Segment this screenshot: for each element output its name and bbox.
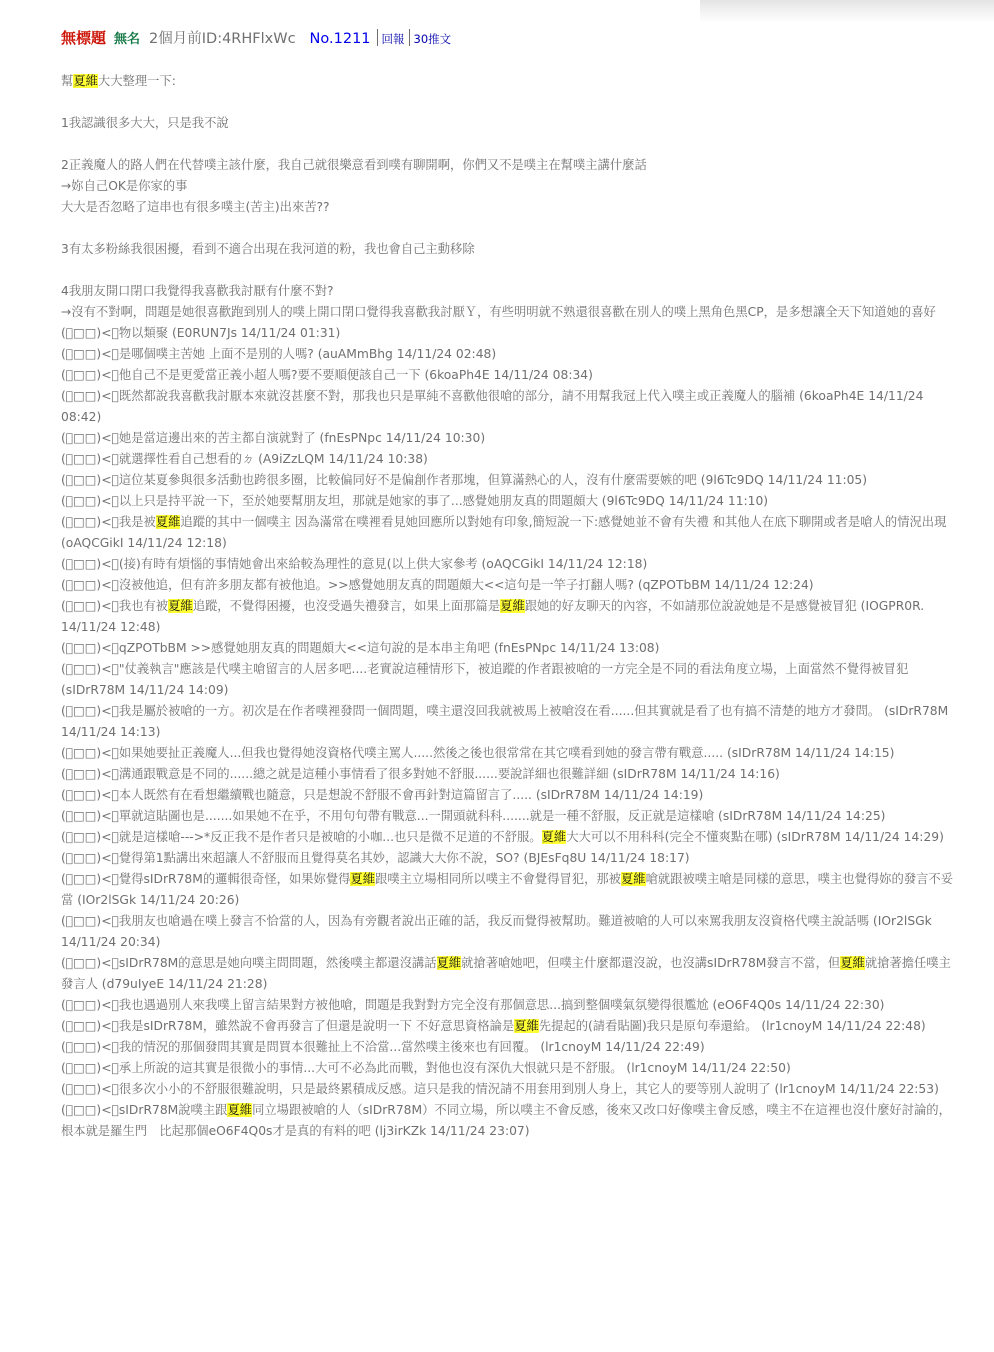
text-segment: (ﾟ□□)<：他自己不是更愛當正義小超人嗎?要不要順便該自己一下 (6koaPh4E 14/11/24 08:34) xyxy=(61,368,593,382)
text-segment: (ﾟ□□)<：她是當這邊出來的苦主都自演就對了 (fnEsPNpc 14/11/24 10:30) xyxy=(61,431,486,445)
text-segment: 幫 xyxy=(61,74,74,88)
blank-line xyxy=(61,92,961,113)
top-shadow-bar xyxy=(700,0,994,24)
text-segment: 追蹤，不覺得困擾，也沒受過失禮發言，如果上面那篇是 xyxy=(192,599,501,613)
text-segment: (ﾟ□□)<：覺得第1點講出來超讓人不舒服而且覺得莫名其妙，認識大大你不說，SO? (BJEsFq8U 14/11/24 18:17) xyxy=(61,851,690,865)
reply-line xyxy=(61,1079,961,1100)
text-segment: (ﾟ□□)<：我的情況的那個發問其實是問買本很難扯上不洽當...當然噗主後來也有回覆。 (lr1cnoyM 14/11/24 22:49) xyxy=(61,1040,705,1054)
text-segment: (ﾟ□□)<：溝通跟戰意是不同的......總之就是這種小事情看了很多對她不舒服......要說詳細也很難詳細 (sIDrR78M 14/11/24 14:16) xyxy=(61,767,780,781)
reply-line xyxy=(61,428,961,449)
text-segment: 大大是否忽略了這串也有很多噗主(苦主)出來苦?? xyxy=(61,200,330,214)
reply-line xyxy=(61,701,961,743)
blank-line xyxy=(61,260,961,281)
text-segment: 就搶著嗆她吧，但噗主什麼都還沒說，也沒講sIDrR78M發言不當，但 xyxy=(461,956,841,970)
text-segment: (ﾟ□□)<：這位某夏參與很多活動也跨很多圈，比較偏同好不是偏創作者那塊，但算滿熱心的人，沒有什麼需要嫉的吧 (9l6Tc9DQ 14/11/24 11:05) xyxy=(61,473,868,487)
reply-line xyxy=(61,554,961,575)
reply-line xyxy=(61,596,961,638)
text-segment: 嗆就跟被噗主嗆是同樣的意思，噗主也覺得妳的發言不妥當 (IOr2lSGk 14/11/24 20:26) xyxy=(61,872,954,907)
reply-line xyxy=(61,638,961,659)
reply-line xyxy=(61,659,961,701)
reply-line xyxy=(61,365,961,386)
highlighted-keyword: 夏維 xyxy=(155,515,181,529)
divider xyxy=(377,29,378,46)
highlighted-keyword: 夏維 xyxy=(840,956,865,970)
highlighted-keyword: 夏維 xyxy=(73,74,98,88)
text-segment: (ﾟ□□)<：(接)有時有煩惱的事情她會出來給較為理性的意見(以上供大家參考 (oAQCGikI 14/11/24 12:18) xyxy=(61,557,648,571)
highlighted-keyword: 夏維 xyxy=(227,1103,253,1117)
text-segment: (ﾟ□□)<：我也遇過別人來我噗上留言結果對方被他嗆，問題是我對對方完全沒有那個意思...搞到整個噗氣氛變得很尷尬 (eO6F4Q0s 14/11/24 22:30) xyxy=(61,998,885,1012)
text-segment: (ﾟ□□)<：sIDrR78M說噗主跟 xyxy=(61,1103,228,1117)
reply-line xyxy=(61,1100,961,1142)
post-body xyxy=(61,71,961,1142)
reply-line xyxy=(61,512,961,554)
text-segment: (ﾟ□□)<：我朋友也嗆過在噗上發言不恰當的人，因為有旁觀者說出正確的話，我反而覺得被幫助。難道被嗆的人可以來罵我朋友沒資格代噗主說話嗎 (IOr2lSGk 14/11/24 20:34) xyxy=(61,914,932,949)
post-line xyxy=(61,302,961,323)
text-segment: (ﾟ□□)<：sIDrR78M的意思是她向噗主問問題，然後噗主都還沒講話 xyxy=(61,956,437,970)
text-segment: 先提起的(請看貼圖)我只是原句奉還給。 (lr1cnoyM 14/11/24 22:48) xyxy=(538,1019,926,1033)
text-segment: (ﾟ□□)<：承上所說的這其實是很微小的事情...大可不必為此而戰，對他也沒有深仇大恨就只是不舒服。 (lr1cnoyM 14/11/24 22:50) xyxy=(61,1061,791,1075)
post-line xyxy=(61,281,961,302)
text-segment: (ﾟ□□)<：覺得sIDrR78M的邏輯很奇怪，如果妳覺得 xyxy=(61,872,351,886)
text-segment: (ﾟ□□)<：既然都說我喜歡我討厭本來就沒甚麼不對，那我也只是單純不喜歡他很嗆的部分，請不用幫我冠上代入噗主或正義魔人的腦補 (6koaPh4E 14/11/24 08:42) xyxy=(61,389,924,424)
text-segment: 就搶著擔任噗主發言人 (d79uIyeE 14/11/24 21:28) xyxy=(61,956,951,991)
text-segment: (ﾟ□□)<：我也有被 xyxy=(61,599,169,613)
post-title: 無標題 xyxy=(61,29,107,47)
reply-line xyxy=(61,344,961,365)
reply-line xyxy=(61,827,961,848)
text-segment: (ﾟ□□)<：單就這貼圖也是.......如果她不在乎，不用句句帶有戰意...一開頭就科科.......就是一種不舒服，反正就是這樣嗆 (sIDrR78M 14/11/24 14:25) xyxy=(61,809,886,823)
poster-name: 無名 xyxy=(114,32,141,47)
text-segment: (ﾟ□□)<：沒被他追，但有許多朋友都有被他追。>>感覺她朋友真的問題頗大<<這句是一竿子打翻人嗎? (qZPOTbBM 14/11/24 12:24) xyxy=(61,578,814,592)
text-segment: →沒有不對啊，問題是她很喜歡跑到別人的噗上開口閉口覺得我喜歡我討厭Ｙ，有些明明就不熟還很喜歡在別人的噗上黑角色黑CP，是多想讓全天下知道她的喜好 xyxy=(61,305,936,319)
post-line xyxy=(61,176,961,197)
reply-line xyxy=(61,1016,961,1037)
highlighted-keyword: 夏維 xyxy=(620,872,646,886)
text-segment: 3有太多粉絲我很困擾，看到不適合出現在我河道的粉，我也會自己主動移除 xyxy=(61,242,475,256)
text-segment: (ﾟ□□)<：我是sIDrR78M，雖然說不會再發言了但還是說明一下 不好意思資格論是 xyxy=(61,1019,515,1033)
post-meta: 2個月前ID:4RHFlxWc xyxy=(149,31,296,47)
text-segment: (ﾟ□□)<：以上只是持平說一下，至於她要幫朋友坦，那就是她家的事了...感覺她朋友真的問題頗大 (9l6Tc9DQ 14/11/24 11:10) xyxy=(61,494,769,508)
text-segment: 追蹤的其中一個噗主 因為滿常在噗裡看見她回應所以對她有印象,簡短說一下:感覺她並不會有失禮 和其他人在底下聊開或者是嗆人的情況出現 (oAQCGikI 14/11/24 12:18) xyxy=(61,515,947,550)
divider xyxy=(409,29,410,46)
blank-line xyxy=(61,134,961,155)
text-segment: (ﾟ□□)<：很多次小小的不舒服很難說明，只是最終累積成反感。這只是我的情況請不用套用到別人身上，其它人的要等別人說明了 (lr1cnoyM 14/11/24 22:53) xyxy=(61,1082,939,1096)
text-segment: (ﾟ□□)<：我是被 xyxy=(61,515,156,529)
reply-line xyxy=(61,995,961,1016)
highlighted-keyword: 夏維 xyxy=(168,599,193,613)
reply-line xyxy=(61,1037,961,1058)
text-segment: 同立場跟被嗆的人（sIDrR78M）不同立場，所以噗主不會反感，後來又改口好像噗主會反感，噗主不在這裡也沒什麼好討論的，根本就是羅生門 比起那個eO6F4Q0s才是真的有料的吧 (lj3irKZk 14/11/24 23:07) xyxy=(61,1103,951,1138)
text-segment: 跟噗主立場相同所以噗主不會覺得冒犯，那被 xyxy=(375,872,621,886)
text-segment: (ﾟ□□)<：物以類聚 (E0RUN7Js 14/11/24 01:31) xyxy=(61,326,341,340)
post xyxy=(61,26,961,1142)
text-segment: (ﾟ□□)<：如果她要扯正義魔人...但我也覺得她沒資格代噗主罵人.....然後之後也很常常在其它噗看到她的發言帶有戰意..... (sIDrR78M 14/11/24 14:15) xyxy=(61,746,895,760)
text-segment: 大大可以不用科科(完全不懂爽點在哪) (sIDrR78M 14/11/24 14:29) xyxy=(566,830,944,844)
post-line xyxy=(61,71,961,92)
reply-line xyxy=(61,323,961,344)
highlighted-keyword: 夏維 xyxy=(500,599,525,613)
post-line xyxy=(61,155,961,176)
post-number-link[interactable]: No.1211 xyxy=(309,31,371,47)
text-segment: 跟她的好友聊天的內容，不如請那位說說她是不是感覺被冒犯 (IOGPR0R. 14/11/24 12:48) xyxy=(61,599,925,634)
reply-line xyxy=(61,848,961,869)
highlighted-keyword: 夏維 xyxy=(514,1019,539,1033)
post-line xyxy=(61,113,961,134)
post-line xyxy=(61,239,961,260)
text-segment: 大大整理一下: xyxy=(97,74,176,88)
reply-line xyxy=(61,764,961,785)
reply-line xyxy=(61,806,961,827)
text-segment: (ﾟ□□)<：本人既然有在看想繼續戰也隨意，只是想說不舒服不會再針對這篇留言了..... (sIDrR78M 14/11/24 14:19) xyxy=(61,788,704,802)
reply-line xyxy=(61,869,961,911)
reply-line xyxy=(61,1058,961,1079)
report-link[interactable]: 回報 xyxy=(381,32,405,46)
reply-line xyxy=(61,449,961,470)
reply-line xyxy=(61,953,961,995)
reply-line xyxy=(61,470,961,491)
text-segment: (ﾟ□□)<："仗義執言"應該是代噗主嗆留言的人居多吧....老實說這種情形下，被追蹤的作者跟被嗆的一方完全是不同的看法角度立場，上面當然不覺得被冒犯 (sIDrR78M 14/11/24 14:09) xyxy=(61,662,909,697)
reply-line xyxy=(61,785,961,806)
push-count-link[interactable]: 30推文 xyxy=(413,32,452,46)
reply-line xyxy=(61,743,961,764)
reply-line xyxy=(61,575,961,596)
highlighted-keyword: 夏維 xyxy=(350,872,376,886)
highlighted-keyword: 夏維 xyxy=(541,830,567,844)
blank-line xyxy=(61,218,961,239)
text-segment: 2正義魔人的路人們在代替噗主該什麼，我自己就很樂意看到噗有聊開啊，你們又不是噗主在幫噗主講什麼話 xyxy=(61,158,647,172)
text-segment: 1我認識很多大大，只是我不說 xyxy=(61,116,229,130)
text-segment: (ﾟ□□)<：qZPOTbBM >>感覺她朋友真的問題頗大<<這句說的是本串主角吧 (fnEsPNpc 14/11/24 13:08) xyxy=(61,641,660,655)
reply-line xyxy=(61,911,961,953)
reply-line xyxy=(61,491,961,512)
text-segment: (ﾟ□□)<：就選擇性看自己想看的ㄉ (A9iZzLQM 14/11/24 10:38) xyxy=(61,452,428,466)
post-header xyxy=(61,26,961,52)
text-segment: 4我朋友開口閉口我覺得我喜歡我討厭有什麼不對? xyxy=(61,284,334,298)
text-segment: →妳自己OK是你家的事 xyxy=(61,179,188,193)
text-segment: (ﾟ□□)<：是哪個噗主苦她 上面不是別的人嗎? (auAMmBhg 14/11/24 02:48) xyxy=(61,347,497,361)
highlighted-keyword: 夏維 xyxy=(436,956,462,970)
post-line xyxy=(61,197,961,218)
text-segment: (ﾟ□□)<：我是屬於被嗆的一方。初次是在作者噗裡發問一個問題，噗主還沒回我就被馬上被嗆沒在看......但其實就是看了也有搞不清楚的地方才發問。 (sIDrR78M 14/11/24 14:13) xyxy=(61,704,949,739)
text-segment: (ﾟ□□)<：就是這樣嗆--->*反正我不是作者只是被嗆的小咖...也只是微不足道的不舒服。 xyxy=(61,830,542,844)
reply-line xyxy=(61,386,961,428)
